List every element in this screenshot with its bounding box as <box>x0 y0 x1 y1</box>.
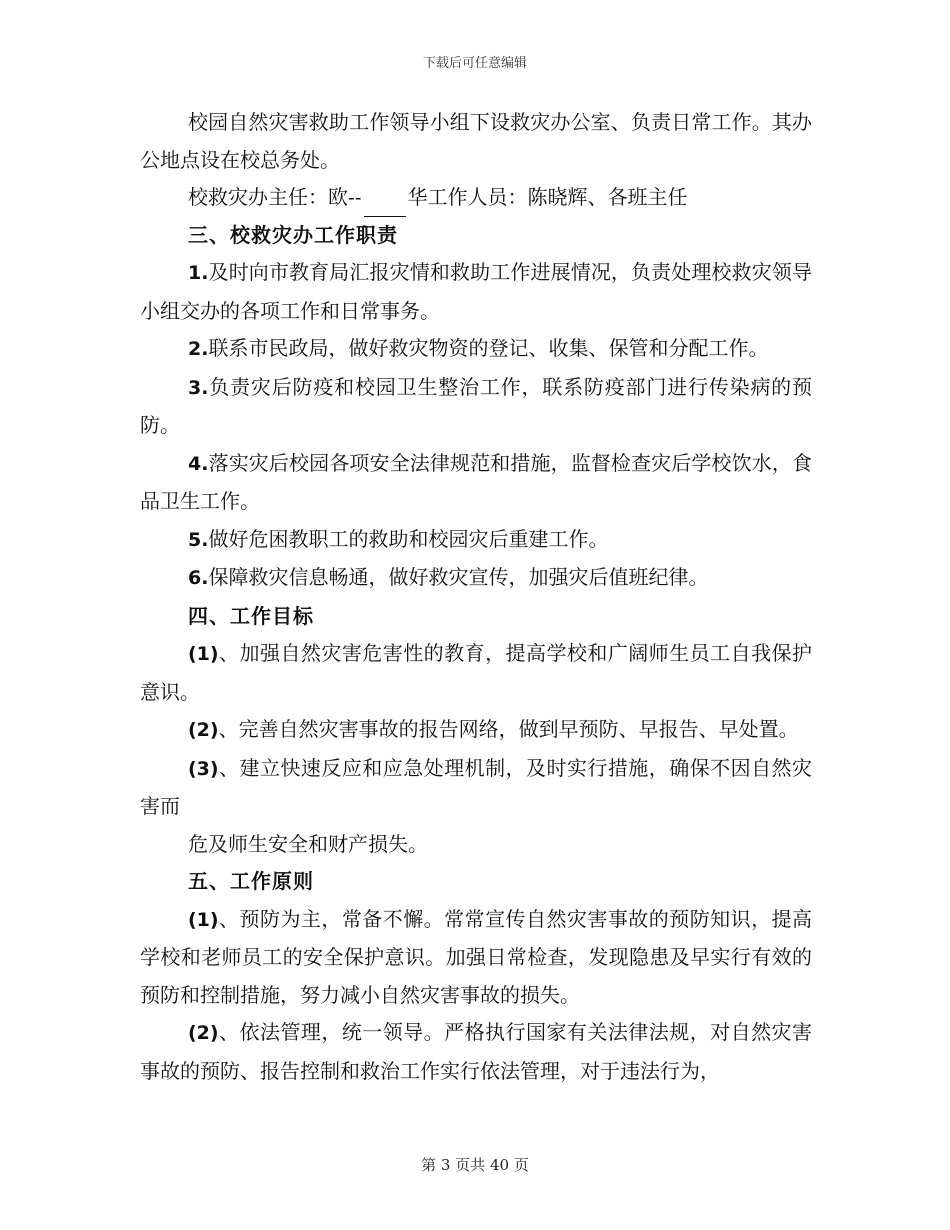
duty-number: 2. <box>188 338 209 360</box>
goal-text: 、完善自然灾害事故的报告网络，做到早预防、早报告、早处置。 <box>218 717 799 741</box>
principle-number: (2) <box>188 1022 219 1044</box>
duty-number: 4. <box>188 452 209 475</box>
goal-text: 、加强自然灾害危害性的教育，提高学校和广阔师生员工自我保护意识。 <box>140 641 812 704</box>
duty-item <box>140 559 812 598</box>
goal-number: (2) <box>188 719 219 741</box>
heading-duties: 三、校救灾办工作职责 <box>188 222 398 247</box>
goal-continuation: 危及师生安全和财产损失。 <box>188 831 428 856</box>
goal-item <box>140 750 812 826</box>
goal-item <box>140 635 812 711</box>
goal-item <box>140 711 812 750</box>
duty-item <box>140 445 812 521</box>
blank-line <box>364 196 406 217</box>
duty-item <box>140 254 812 330</box>
duty-number: 1. <box>188 262 209 284</box>
duty-number: 6. <box>188 567 209 589</box>
page-header: 下载后可任意编辑 <box>422 56 527 71</box>
page-footer: 第 3 页共 40 页 <box>421 1156 529 1174</box>
goal-number: (1) <box>188 643 219 665</box>
page-content <box>140 104 812 1090</box>
duty-item <box>140 521 812 560</box>
duty-text: 保障救灾信息畅通，做好救灾宣传，加强灾后值班纪律。 <box>208 565 709 589</box>
duty-number: 5. <box>188 528 209 551</box>
principle-text: 、依法管理，统一领导。严格执行国家有关法律法规，对自然灾害事故的预防、报告控制和救治工作实行依法管理，对于违法行为， <box>140 1020 812 1083</box>
duty-text: 及时向市教育局汇报灾情和救助工作进展情况，负责处理校救灾领导小组交办的各项工作和日常事务。 <box>140 260 812 323</box>
principle-item <box>140 901 812 1015</box>
heading-goals: 四、工作目标 <box>188 603 314 628</box>
staff-director: 校救灾办主任：欧-- <box>188 185 362 209</box>
duty-text: 负责灾后防疫和校园卫生整治工作，联系防疫部门进行传染病的预防。 <box>140 374 812 437</box>
goal-number: (3) <box>188 757 219 780</box>
duty-text: 落实灾后校园各项安全法律规范和措施，监督检查灾后学校饮水，食品卫生工作。 <box>140 450 812 513</box>
duty-text: 做好危困教职工的救助和校园灾后重建工作。 <box>208 526 609 551</box>
staff-members: 华工作人员：陈晓辉、各班主任 <box>407 185 688 209</box>
duty-number: 3. <box>188 376 209 399</box>
duty-text: 联系市民政局，做好救灾物资的登记、收集、保管和分配工作。 <box>208 336 769 360</box>
principle-number: (1) <box>188 908 219 931</box>
paragraph-staff <box>140 179 812 217</box>
duty-item <box>140 330 812 369</box>
heading-principles: 五、工作原则 <box>188 869 314 893</box>
paragraph-office: 校园自然灾害救助工作领导小组下设救灾办公室、负责日常工作。其办公地点设在校总务处。 <box>140 110 812 172</box>
principle-text: 、预防为主，常备不懈。常常宣传自然灾害事故的预防知识，提高学校和老师员工的安全保护意识。加强日常检查，发现隐患及早实行有效的预防和控制措施，努力减小自然灾害事故的损失。 <box>140 906 812 1007</box>
principle-item <box>140 1014 812 1090</box>
goal-text: 、建立快速反应和应急处理机制，及时实行措施，确保不因自然灾害而 <box>140 755 812 818</box>
duty-item <box>140 369 812 445</box>
